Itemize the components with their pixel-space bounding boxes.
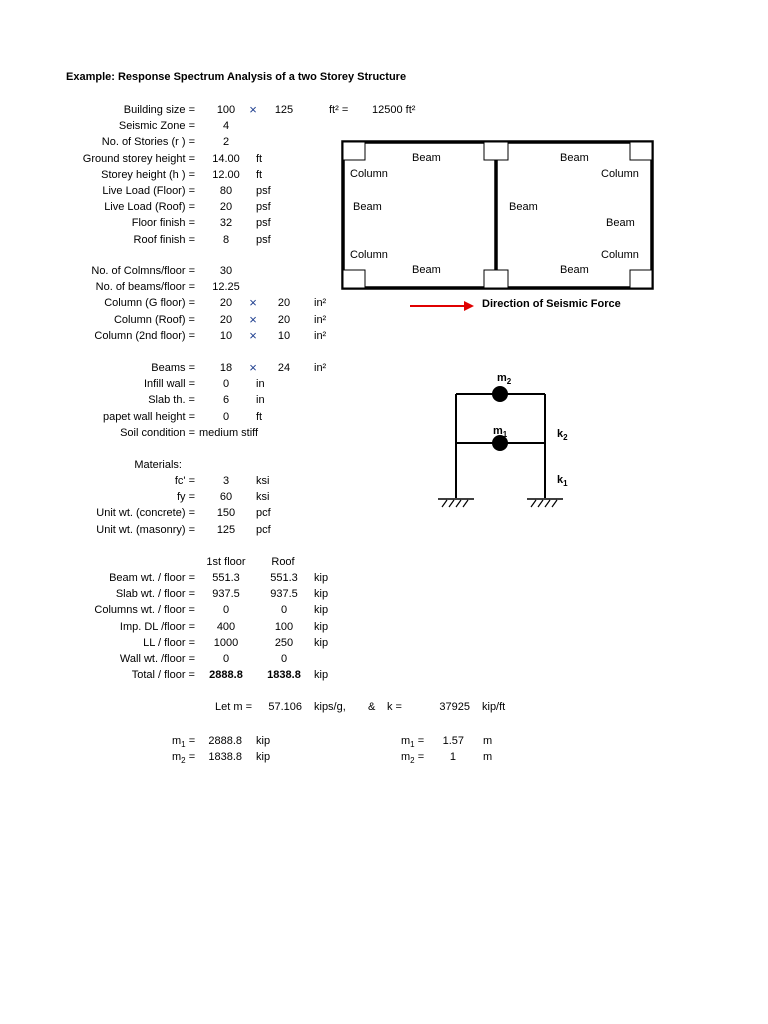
beam-label-top-right: Beam	[560, 152, 589, 164]
material-unit: ksi	[256, 491, 270, 504]
let-m-label: Let m =	[215, 701, 252, 713]
weights-row-label: LL / floor =	[143, 636, 195, 649]
row-label: Live Load (Floor) =	[102, 185, 195, 197]
beam-label-bottom-right: Beam	[560, 264, 589, 276]
row-label: Column (2nd floor) =	[94, 329, 195, 342]
row-unit: in²	[314, 329, 327, 342]
frame-outline	[343, 142, 652, 288]
row-label: Roof finish =	[133, 233, 195, 246]
beam-label-top-left: Beam	[412, 152, 441, 164]
beam-label-mid-right: Beam	[606, 217, 635, 229]
row-label: Live Load (Roof) =	[104, 201, 195, 214]
weights-unit: kip	[314, 604, 329, 617]
row-value: 10	[219, 329, 233, 342]
weights-floor-value: 1000	[213, 636, 239, 649]
row-unit: psf	[256, 217, 271, 230]
row-value: 20	[219, 313, 233, 326]
row-label: Ground storey height =	[82, 152, 195, 165]
seismic-force-label: Direction of Seismic Force	[482, 298, 621, 310]
row-value: 0	[222, 410, 230, 423]
column-label-left-bottom: Column	[350, 249, 388, 261]
weights-unit: kip	[314, 669, 329, 682]
weights-roof-value: 0	[280, 653, 288, 665]
row-value: 30	[219, 265, 233, 277]
row-label: Column (G floor) =	[104, 297, 195, 310]
weights-floor-value: 400	[216, 620, 236, 633]
row-value: 12.25	[212, 281, 240, 294]
material-unit: ksi	[256, 475, 270, 487]
material-unit: pcf	[256, 507, 271, 520]
row-unit: psf	[256, 185, 271, 197]
row-value: 20	[219, 297, 233, 310]
weights-row-label: Beam wt. / floor =	[109, 572, 195, 584]
beam-label-mid-center: Beam	[509, 201, 538, 213]
m2-node-label: $m_2$	[497, 372, 512, 387]
let-m-value: 57.106	[268, 701, 302, 713]
row-label: Storey height (h ) =	[101, 168, 195, 181]
weights-floor-value: 551.3	[212, 572, 240, 584]
weights-floor-value: 0	[222, 604, 230, 617]
m2-value: 1838.8	[208, 751, 242, 763]
row-value: 18	[219, 362, 233, 374]
weights-row-label: Columns wt. / floor =	[94, 604, 195, 617]
let-m-unit: kips/g,	[314, 701, 346, 713]
row-unit: psf	[256, 233, 271, 246]
weights-row-label: Wall wt. /floor =	[119, 653, 195, 665]
row-extra: 12500 ft²	[372, 104, 416, 116]
row-value: 6	[222, 394, 230, 407]
m1-ratio-value: 1.57	[442, 735, 464, 747]
ground-hatch	[442, 500, 557, 507]
m1-label: $m_1$ =	[172, 735, 196, 750]
joint-bl	[343, 270, 365, 288]
column-label-right-top: Column	[601, 168, 639, 180]
times-icon: ×	[249, 327, 257, 343]
m1-ratio-label: $m_1$ =	[401, 735, 425, 750]
weights-floor-value: 937.5	[212, 588, 240, 601]
times-icon: ×	[249, 311, 257, 327]
weights-unit: kip	[314, 572, 329, 584]
m2-ratio-value: 1	[449, 751, 456, 763]
weights-roof-value: 551.3	[270, 572, 298, 584]
row-value: 2	[222, 136, 230, 149]
row-value: 12.00	[212, 168, 240, 181]
row-label: Seismic Zone =	[118, 120, 195, 133]
times-icon: ×	[249, 360, 257, 375]
weights-roof-value: 1838.8	[267, 669, 301, 682]
weights-floor-value: 2888.8	[209, 669, 243, 682]
material-value: 125	[216, 523, 236, 536]
material-value: 150	[216, 507, 236, 520]
let-k-unit: kip/ft	[482, 701, 506, 713]
row-value: 14.00	[212, 152, 240, 165]
materials-heading: Materials:	[134, 459, 182, 471]
row-unit: psf	[256, 201, 271, 214]
beam-label-bottom-left: Beam	[412, 264, 441, 276]
material-label: Unit wt. (concrete) =	[96, 507, 195, 520]
row-value: 100	[216, 104, 236, 116]
m2-ratio-label: $m_2$ =	[401, 751, 425, 766]
row-label: No. of beams/floor =	[95, 281, 195, 294]
material-unit: pcf	[256, 523, 271, 536]
weights-row-label: Slab wt. / floor =	[115, 588, 195, 601]
row-unit: ft	[256, 410, 263, 423]
weights-roof-value: 100	[274, 620, 294, 633]
material-label: fy =	[176, 491, 195, 504]
let-k-value: 37925	[439, 701, 470, 713]
column-label-right-bottom: Column	[601, 249, 639, 261]
row-value: 32	[219, 217, 233, 230]
row-value: medium stiff	[199, 426, 259, 439]
material-label: Unit wt. (masonry) =	[96, 523, 195, 536]
m2-unit: kip	[256, 751, 271, 763]
row-value: 8	[222, 233, 230, 246]
row-label: Infill wall =	[143, 378, 195, 391]
row-label: Building size =	[123, 104, 195, 116]
row-label: papet wall height =	[102, 410, 195, 423]
row-value-2: 20	[277, 297, 291, 310]
weights-unit: kip	[314, 636, 329, 649]
mass-m2	[492, 386, 508, 402]
row-label: Column (Roof) =	[113, 313, 195, 326]
row-value-2: 125	[274, 104, 294, 116]
weights-roof-value: 250	[274, 636, 294, 649]
row-value: 0	[222, 378, 230, 391]
k1-label: $k_1$	[557, 474, 568, 489]
column-label-left-top: Column	[350, 168, 388, 180]
document-title: Example: Response Spectrum Analysis of a two Storey Structure	[66, 71, 407, 83]
m1-value: 2888.8	[208, 735, 242, 747]
row-unit: in²	[314, 313, 327, 326]
material-label: fc' =	[174, 475, 195, 487]
row-unit: in	[256, 378, 265, 391]
joint-tr	[630, 142, 652, 160]
weights-unit: kip	[314, 620, 329, 633]
row-value-2: 10	[277, 329, 291, 342]
joint-tl	[343, 142, 365, 160]
let-ampersand: &	[368, 701, 376, 713]
weights-roof-value: 937.5	[270, 588, 298, 601]
m1-ratio-unit: m	[483, 735, 493, 747]
weights-unit: kip	[314, 588, 329, 601]
row-label: Soil condition =	[120, 426, 195, 439]
row-value: 80	[219, 185, 233, 197]
row-label: No. of Colmns/floor =	[91, 265, 195, 277]
k2-label: $k_2$	[557, 428, 568, 443]
row-unit: in²	[314, 297, 327, 310]
row-value-2: 24	[277, 362, 291, 374]
row-unit: ft² =	[329, 104, 349, 116]
row-label: Beams =	[151, 362, 195, 374]
weights-roof-value: 0	[280, 604, 288, 617]
joint-br	[630, 270, 652, 288]
m2-label: $m_2$ =	[172, 751, 196, 766]
weights-header-floor: 1st floor	[206, 556, 246, 568]
m1-node-label: $m_1$	[493, 425, 508, 440]
row-unit: ft	[256, 168, 263, 181]
seismic-arrow	[410, 301, 474, 311]
m2-ratio-unit: m	[483, 751, 493, 763]
material-value: 60	[219, 491, 233, 504]
weights-header-roof: Roof	[271, 556, 295, 568]
row-value: 4	[222, 120, 230, 133]
row-unit: ft	[256, 152, 263, 165]
beam-label-mid-left: Beam	[353, 201, 382, 213]
material-value: 3	[222, 475, 230, 487]
row-unit: in	[256, 394, 265, 407]
row-label: No. of Stories (r ) =	[101, 136, 195, 149]
m1-unit: kip	[256, 735, 271, 747]
weights-row-label: Total / floor =	[131, 669, 195, 682]
let-k-label: k =	[387, 701, 402, 713]
row-label: Slab th. =	[148, 394, 195, 407]
times-icon: ×	[249, 102, 257, 117]
row-label: Floor finish =	[131, 217, 195, 230]
row-unit: in²	[314, 362, 327, 374]
row-value: 20	[219, 201, 233, 214]
joint-tm	[484, 142, 508, 160]
row-value-2: 20	[277, 313, 291, 326]
joint-bm	[484, 270, 508, 288]
weights-row-label: Imp. DL /floor =	[119, 620, 195, 633]
weights-floor-value: 0	[222, 653, 230, 665]
times-icon: ×	[249, 295, 257, 311]
